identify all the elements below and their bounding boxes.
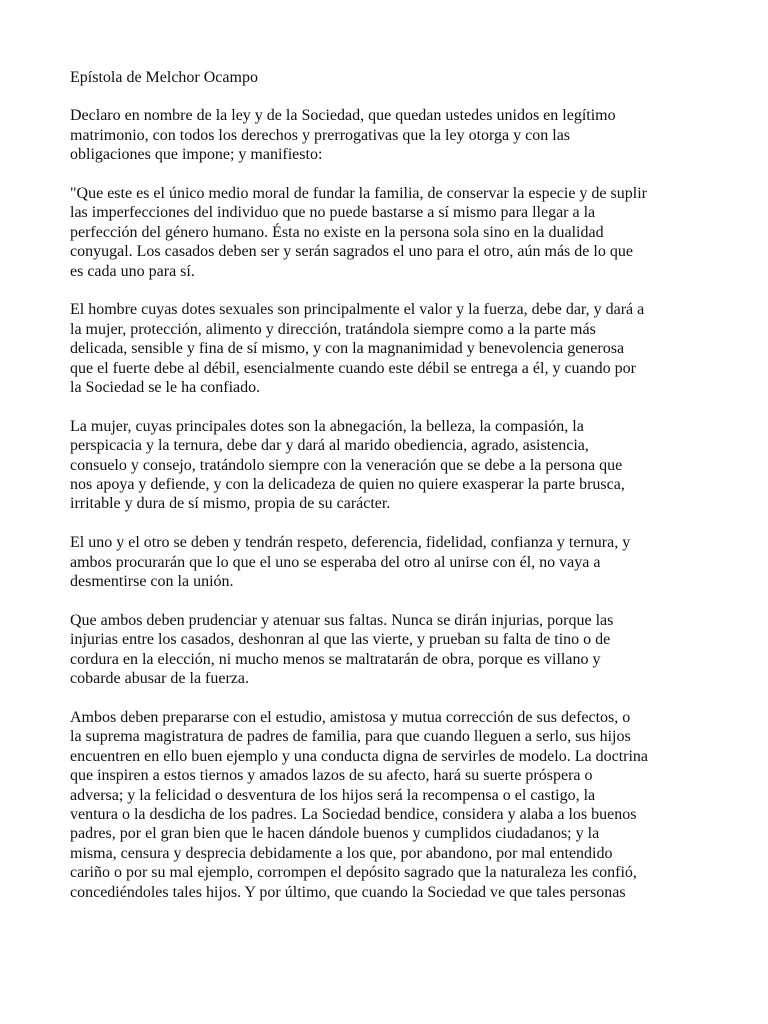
paragraph-parenthood: Ambos deben prepararse con el estudio, amistosa y mutua corrección de sus defectos, o la suprema magistratura de padres de familia, para que cuando lleguen a serlo, sus hijos encuentren en ello buen ejemplo y una conducta digna de servirles de modelo. La doctrina que inspiren a estos tiernos y amados lazos de su afecto, hará su suerte próspera o adversa; y la felicidad o desventura de los hijos será la recompensa o el castigo, la ventura o la desdicha de los padres. La Sociedad bendice, considera y alaba a los buenos padres, por el gran bien que le hacen dándole buenos y cumplidos ciudadanos; y la misma, censura y desprecia debidamente a los que, por abandono, por mal entendido cariño o por su mal ejemplo, corrompen el depósito sagrado que la naturaleza les confió, concediéndoles tales hijos. Y por último, que cuando la Sociedad ve que tales personas <box>70 708 649 901</box>
paragraph-faults: Que ambos deben prudenciar y atenuar sus faltas. Nunca se dirán injurias, porque las injurias entre los casados, deshonran al que las vierte, y prueban su falta de tino o de cordura en la elección, ni mucho menos se maltratarán de obra, porque es villano y cobarde abusar de la fuerza. <box>70 611 614 688</box>
paragraph-husband-duties: El hombre cuyas dotes sexuales son principalmente el valor y la fuerza, debe dar, y dará a la mujer, protección, alimento y dirección, tratándola siempre como a la parte más delicada, sensible y fina de sí mismo, y con la magnanimidad y benevolencia generosa que el fuerte debe al débil, esencialmente cuando este débil se entrega a él, y cuando por la Sociedad se le ha confiado. <box>70 301 645 397</box>
paragraph-wife-duties: La mujer, cuyas principales dotes son la abnegación, la belleza, la compasión, la perspicacia y la ternura, debe dar y dará al marido obediencia, agrado, asistencia, consuelo y consejo, tratándolo siempre con la veneración que se debe a la persona que nos apoya y defiende, y con la delicadeza de quien no quiere exasperar la parte brusca, irritable y dura de sí mismo, propia de su carácter. <box>70 417 625 513</box>
document-page <box>70 68 710 921</box>
document-title: Epístola de Melchor Ocampo <box>70 69 258 86</box>
paragraph-mutual-respect: El uno y el otro se deben y tendrán respeto, deferencia, fidelidad, confianza y ternura, y ambos procurarán que lo que el uno se esperaba del otro al unirse con él, no vaya a desmentirse con la unión. <box>70 534 631 591</box>
paragraph-declaration: Declaro en nombre de la ley y de la Sociedad, que quedan ustedes unidos en legítimo matrimonio, con todos los derechos y prerrogativas que la ley otorga y con las obligaciones que impone; y manifiesto: <box>70 107 616 164</box>
paragraph-moral-medium: "Que este es el único medio moral de fundar la familia, de conservar la especie y de suplir las imperfecciones del individuo que no puede bastarse a sí mismo para llegar a la perfección del género humano. Ésta no existe en la persona sola sino en la dualidad conyugal. Los casados deben ser y serán sagrados el uno para el otro, aún más de lo que es cada uno para sí. <box>70 185 647 280</box>
